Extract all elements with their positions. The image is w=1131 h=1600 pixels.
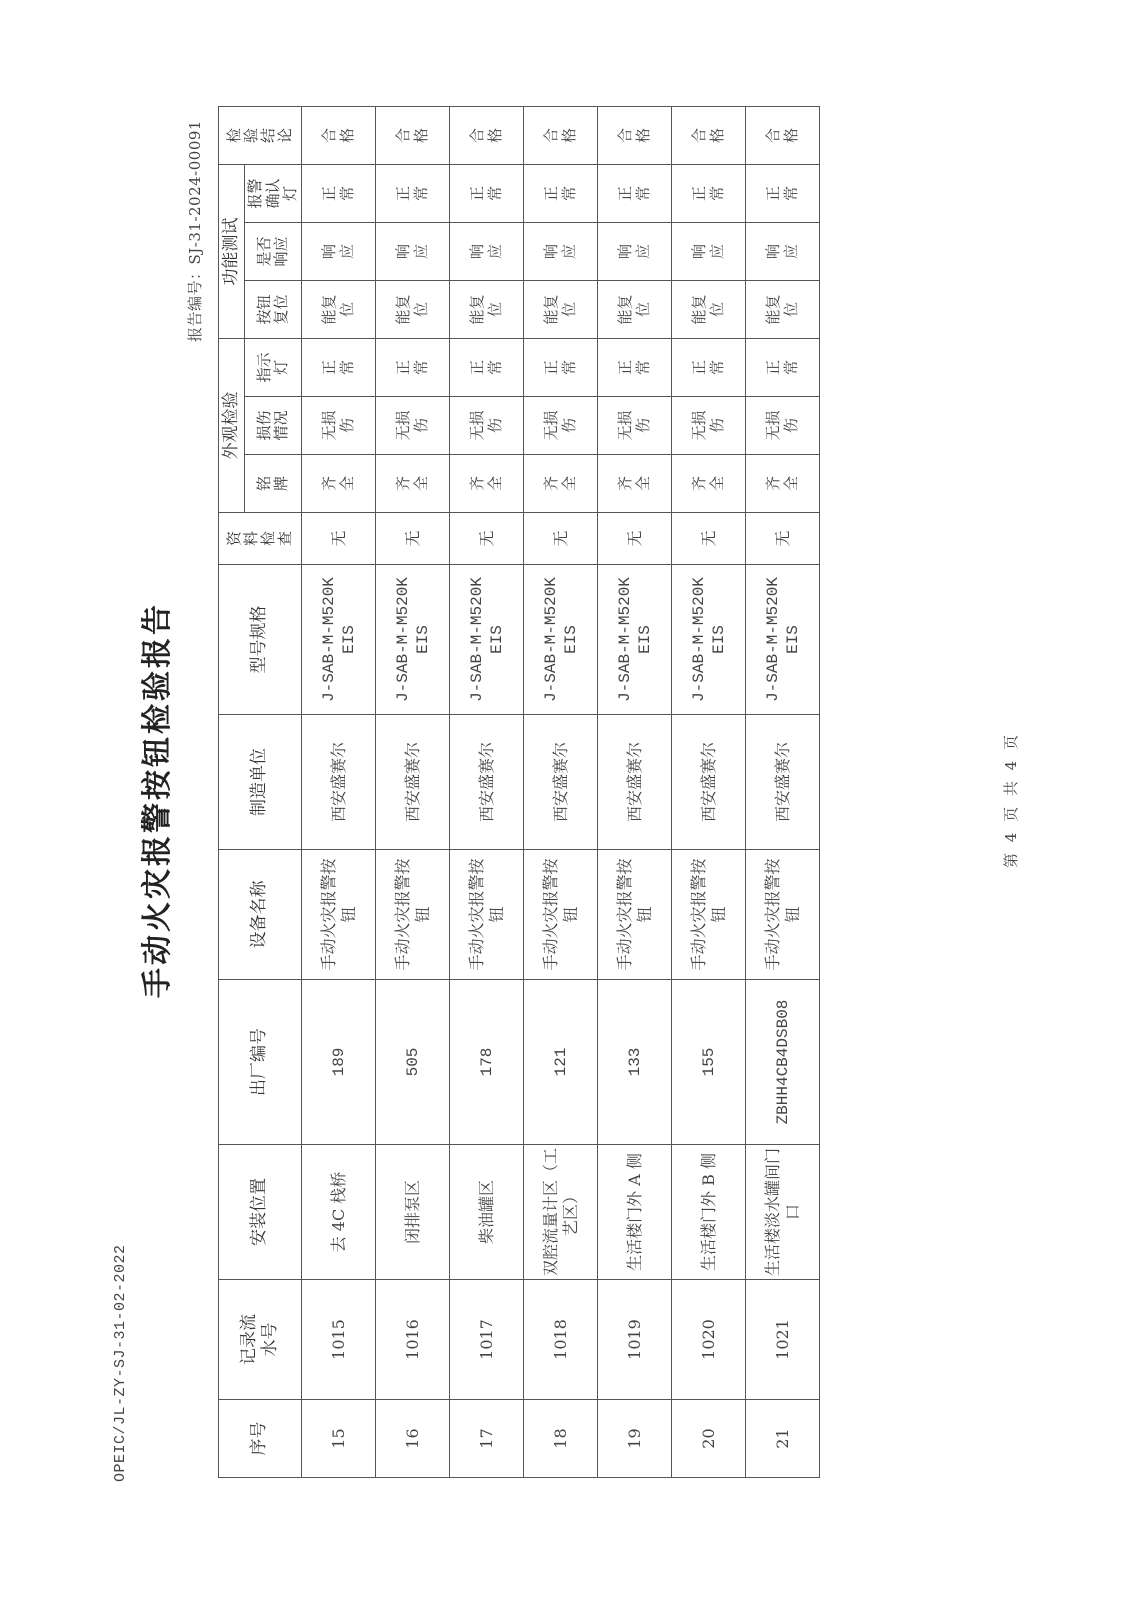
cell-conclusion: 合格 xyxy=(672,107,746,165)
cell-document-check: 无 xyxy=(376,513,450,565)
cell-damage: 无损伤 xyxy=(450,397,524,455)
cell-indicator: 正常 xyxy=(598,339,672,397)
col-button-reset: 按钮复位 xyxy=(245,281,302,339)
col-model: 型号规格 xyxy=(219,565,302,715)
cell-damage: 无损伤 xyxy=(746,397,820,455)
cell-document-check: 无 xyxy=(524,513,598,565)
report-title: 手动火灾报警按钮检验报告 xyxy=(140,602,175,998)
cell-factory-no: 189 xyxy=(302,980,376,1145)
cell-factory-no: 133 xyxy=(598,980,672,1145)
cell-model: J-SAB-M-M520K EIS xyxy=(598,565,672,715)
page-footer: 第 4 页 共 4 页 xyxy=(1002,732,1020,868)
cell-model: J-SAB-M-M520K EIS xyxy=(376,565,450,715)
cell-nameplate: 齐全 xyxy=(672,455,746,513)
header-row xyxy=(219,107,245,1478)
cell-document-check: 无 xyxy=(598,513,672,565)
cell-device-name: 手动火灾报警按钮 xyxy=(746,850,820,980)
cell-seq: 15 xyxy=(302,1400,376,1478)
cell-seq: 19 xyxy=(598,1400,672,1478)
col-seq: 序号 xyxy=(219,1400,302,1478)
col-device-name: 设备名称 xyxy=(219,850,302,980)
cell-button-reset: 能复位 xyxy=(450,281,524,339)
cell-button-reset: 能复位 xyxy=(598,281,672,339)
cell-damage: 无损伤 xyxy=(376,397,450,455)
cell-damage: 无损伤 xyxy=(524,397,598,455)
col-indicator: 指示灯 xyxy=(245,339,302,397)
cell-device-name: 手动火灾报警按钮 xyxy=(450,850,524,980)
cell-location: 生活楼门外 B 侧 xyxy=(672,1145,746,1280)
cell-device-name: 手动火灾报警按钮 xyxy=(302,850,376,980)
cell-record-no: 1020 xyxy=(672,1280,746,1400)
cell-location: 去 4C 栈桥 xyxy=(302,1145,376,1280)
cell-record-no: 1016 xyxy=(376,1280,450,1400)
cell-nameplate: 齐全 xyxy=(746,455,820,513)
cell-conclusion: 合格 xyxy=(302,107,376,165)
col-document-check: 资料检查 xyxy=(219,513,302,565)
cell-location: 柴油罐区 xyxy=(450,1145,524,1280)
cell-button-reset: 能复位 xyxy=(746,281,820,339)
col-alarm-light: 报警确认灯 xyxy=(245,165,302,223)
table-row xyxy=(302,107,376,1478)
cell-model: J-SAB-M-M520K EIS xyxy=(672,565,746,715)
cell-response: 响应 xyxy=(672,223,746,281)
cell-indicator: 正常 xyxy=(672,339,746,397)
cell-conclusion: 合格 xyxy=(376,107,450,165)
cell-device-name: 手动火灾报警按钮 xyxy=(672,850,746,980)
cell-seq: 21 xyxy=(746,1400,820,1478)
cell-manufacturer: 西安盛赛尔 xyxy=(598,715,672,850)
form-code: OPEIC/JL-ZY-SJ-31-02-2022 xyxy=(112,1244,129,1482)
cell-model: J-SAB-M-M520K EIS xyxy=(302,565,376,715)
cell-factory-no: 121 xyxy=(524,980,598,1145)
cell-record-no: 1015 xyxy=(302,1280,376,1400)
report-number: 报告编号：SJ-31-2024-00091 xyxy=(186,120,204,342)
table-row xyxy=(376,107,450,1478)
cell-alarm-light: 正常 xyxy=(746,165,820,223)
cell-damage: 无损伤 xyxy=(598,397,672,455)
cell-location: 生活楼门外 A 侧 xyxy=(598,1145,672,1280)
cell-manufacturer: 西安盛赛尔 xyxy=(302,715,376,850)
cell-location: 生活楼淡水罐间门口 xyxy=(746,1145,820,1280)
cell-response: 响应 xyxy=(376,223,450,281)
cell-factory-no: 178 xyxy=(450,980,524,1145)
cell-alarm-light: 正常 xyxy=(376,165,450,223)
cell-manufacturer: 西安盛赛尔 xyxy=(672,715,746,850)
cell-response: 响应 xyxy=(598,223,672,281)
cell-response: 响应 xyxy=(746,223,820,281)
col-damage: 损伤情况 xyxy=(245,397,302,455)
col-response: 是否响应 xyxy=(245,223,302,281)
cell-damage: 无损伤 xyxy=(672,397,746,455)
cell-damage: 无损伤 xyxy=(302,397,376,455)
cell-manufacturer: 西安盛赛尔 xyxy=(524,715,598,850)
cell-response: 响应 xyxy=(450,223,524,281)
cell-record-no: 1018 xyxy=(524,1280,598,1400)
cell-record-no: 1019 xyxy=(598,1280,672,1400)
cell-seq: 17 xyxy=(450,1400,524,1478)
cell-indicator: 正常 xyxy=(302,339,376,397)
cell-record-no: 1021 xyxy=(746,1280,820,1400)
cell-button-reset: 能复位 xyxy=(672,281,746,339)
col-function-test: 功能测试 xyxy=(219,165,245,339)
cell-manufacturer: 西安盛赛尔 xyxy=(376,715,450,850)
cell-indicator: 正常 xyxy=(376,339,450,397)
cell-conclusion: 合格 xyxy=(524,107,598,165)
col-factory-no: 出厂编号 xyxy=(219,980,302,1145)
cell-indicator: 正常 xyxy=(450,339,524,397)
cell-response: 响应 xyxy=(302,223,376,281)
cell-button-reset: 能复位 xyxy=(302,281,376,339)
cell-seq: 20 xyxy=(672,1400,746,1478)
cell-alarm-light: 正常 xyxy=(302,165,376,223)
cell-nameplate: 齐全 xyxy=(598,455,672,513)
cell-device-name: 手动火灾报警按钮 xyxy=(598,850,672,980)
table-row xyxy=(746,107,820,1478)
cell-conclusion: 合格 xyxy=(598,107,672,165)
cell-location: 双腔流量计区（工艺区） xyxy=(524,1145,598,1280)
cell-document-check: 无 xyxy=(302,513,376,565)
cell-model: J-SAB-M-M520K EIS xyxy=(524,565,598,715)
cell-alarm-light: 正常 xyxy=(524,165,598,223)
cell-location: 闭排泵区 xyxy=(376,1145,450,1280)
col-conclusion: 检验结论 xyxy=(219,107,302,165)
cell-record-no: 1017 xyxy=(450,1280,524,1400)
cell-alarm-light: 正常 xyxy=(450,165,524,223)
col-manufacturer: 制造单位 xyxy=(219,715,302,850)
cell-factory-no: 505 xyxy=(376,980,450,1145)
cell-document-check: 无 xyxy=(450,513,524,565)
cell-seq: 18 xyxy=(524,1400,598,1478)
cell-button-reset: 能复位 xyxy=(524,281,598,339)
cell-alarm-light: 正常 xyxy=(672,165,746,223)
cell-manufacturer: 西安盛赛尔 xyxy=(450,715,524,850)
cell-alarm-light: 正常 xyxy=(598,165,672,223)
table-row xyxy=(598,107,672,1478)
cell-nameplate: 齐全 xyxy=(302,455,376,513)
cell-nameplate: 齐全 xyxy=(524,455,598,513)
col-appearance: 外观检验 xyxy=(219,339,245,513)
col-record-no: 记录流水号 xyxy=(219,1280,302,1400)
cell-indicator: 正常 xyxy=(524,339,598,397)
cell-model: J-SAB-M-M520K EIS xyxy=(746,565,820,715)
cell-document-check: 无 xyxy=(672,513,746,565)
col-location: 安装位置 xyxy=(219,1145,302,1280)
cell-seq: 16 xyxy=(376,1400,450,1478)
cell-model: J-SAB-M-M520K EIS xyxy=(450,565,524,715)
cell-factory-no: ZBHH4CB4DSB08 xyxy=(746,980,820,1145)
cell-factory-no: 155 xyxy=(672,980,746,1145)
cell-device-name: 手动火灾报警按钮 xyxy=(524,850,598,980)
cell-conclusion: 合格 xyxy=(450,107,524,165)
cell-device-name: 手动火灾报警按钮 xyxy=(376,850,450,980)
col-nameplate: 铭牌 xyxy=(245,455,302,513)
cell-nameplate: 齐全 xyxy=(376,455,450,513)
table-row xyxy=(672,107,746,1478)
inspection-table xyxy=(218,106,820,1478)
cell-button-reset: 能复位 xyxy=(376,281,450,339)
cell-document-check: 无 xyxy=(746,513,820,565)
cell-response: 响应 xyxy=(524,223,598,281)
cell-indicator: 正常 xyxy=(746,339,820,397)
cell-manufacturer: 西安盛赛尔 xyxy=(746,715,820,850)
table-row xyxy=(450,107,524,1478)
table-row xyxy=(524,107,598,1478)
cell-nameplate: 齐全 xyxy=(450,455,524,513)
cell-conclusion: 合格 xyxy=(746,107,820,165)
